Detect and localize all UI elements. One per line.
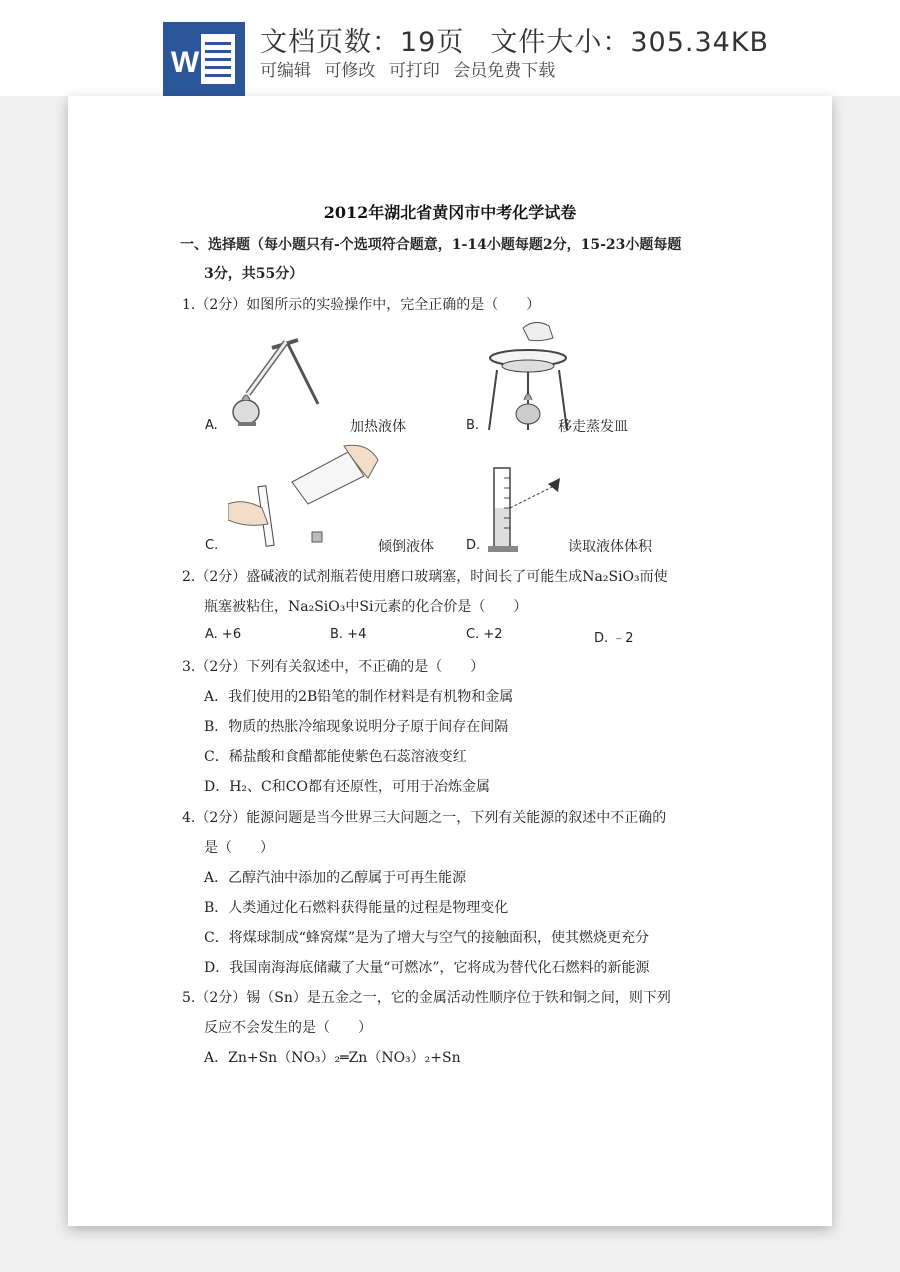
download-banner bbox=[0, 0, 900, 96]
feature-member-download[interactable]: 会员免费下载 bbox=[453, 61, 556, 81]
page-title: 2012年湖北省黄冈市中考化学试卷 bbox=[323, 203, 577, 222]
q1-option-d-letter: D. bbox=[466, 538, 481, 553]
q3-option-b: B．物质的热胀冷缩现象说明分子原于间存在间隔 bbox=[204, 719, 509, 735]
pouring-liquid-illustration bbox=[228, 442, 388, 552]
q4-option-c: C．将煤球制成“蜂窝煤”是为了增大与空气的接触面积，使其燃烧更充分 bbox=[204, 930, 650, 946]
heating-liquid-illustration bbox=[228, 334, 328, 434]
q4-option-a: A．乙醇汽油中添加的乙醇属于可再生能源 bbox=[204, 870, 467, 886]
document-page bbox=[68, 96, 832, 1226]
q1-option-b-letter: B. bbox=[466, 418, 480, 433]
word-document-icon bbox=[163, 22, 245, 96]
measuring-cylinder-illustration bbox=[488, 464, 568, 554]
q2-option-a: A. +6 bbox=[205, 627, 242, 642]
q3-option-c: C．稀盐酸和食醋都能使紫色石蕊溶液变红 bbox=[204, 749, 467, 765]
q3-option-a: A．我们使用的2B铅笔的制作材料是有机物和金属 bbox=[204, 689, 514, 705]
q3-option-d: D．H₂、C和CO都有还原性，可用于冶炼金属 bbox=[204, 779, 490, 795]
q5-stem-line1: 5.（2分）锡（Sn）是五金之一，它的金属活动性顺序位于铁和铜之间，则下列 bbox=[182, 990, 671, 1006]
section-heading-line1: 一、选择题（每小题只有-个选项符合题意，1-14小题每题2分，15-23小题每题 bbox=[180, 237, 682, 253]
q2-stem-line2: 瓶塞被粘住，Na₂SiO₃中Si元素的化合价是（ ） bbox=[204, 599, 528, 615]
q4-option-d: D．我国南海海底储藏了大量“可燃冰”，它将成为替代化石燃料的新能源 bbox=[204, 960, 650, 976]
figure-heating-liquid bbox=[228, 334, 328, 438]
q4-stem-line2: 是（ ） bbox=[204, 840, 274, 856]
feature-modifiable: 可修改 bbox=[324, 61, 376, 81]
q3-stem: 3.（2分）下列有关叙述中，不正确的是（ ） bbox=[182, 659, 485, 675]
q4-option-b: B．人类通过化石燃料获得能量的过程是物理变化 bbox=[204, 900, 509, 916]
feature-list bbox=[260, 56, 563, 81]
q1-option-c-caption: 倾倒液体 bbox=[378, 539, 434, 555]
q5-option-a: A．Zn+Sn（NO₃）₂═Zn（NO₃）₂+Sn bbox=[204, 1050, 461, 1066]
q1-option-b-caption: 移走蒸发皿 bbox=[558, 419, 628, 435]
q4-stem-line1: 4.（2分）能源问题是当今世界三大问题之一，下列有关能源的叙述中不正确的 bbox=[182, 810, 667, 826]
file-size: 文件大小：305.34KB bbox=[490, 27, 770, 58]
figure-measuring-cylinder bbox=[488, 464, 568, 558]
q1-option-a-caption: 加热液体 bbox=[350, 419, 406, 435]
q1-option-c-letter: C. bbox=[205, 538, 219, 553]
banner-title bbox=[260, 20, 769, 59]
q2-option-d: D. ﹣2 bbox=[594, 631, 634, 646]
q2-option-c: C. +2 bbox=[466, 627, 503, 642]
feature-printable: 可打印 bbox=[388, 61, 440, 81]
q2-option-b: B. +4 bbox=[330, 627, 367, 642]
q1-option-a-letter: A. bbox=[205, 418, 218, 433]
section-heading-line2: 3分，共55分） bbox=[204, 266, 304, 282]
q1-option-d-caption: 读取液体体积 bbox=[568, 539, 652, 555]
feature-editable: 可编辑 bbox=[260, 61, 311, 81]
q1-stem: 1.（2分）如图所示的实验操作中，完全正确的是（ ） bbox=[182, 297, 541, 313]
page-count: 文档页数：19页 bbox=[260, 27, 465, 58]
q5-stem-line2: 反应不会发生的是（ ） bbox=[204, 1020, 372, 1036]
word-logo-letter: W bbox=[170, 46, 200, 79]
figure-pouring-liquid bbox=[228, 442, 388, 556]
q2-stem-line1: 2.（2分）盛碱液的试剂瓶若使用磨口玻璃塞，时间长了可能生成Na₂SiO₃而使 bbox=[182, 569, 668, 585]
